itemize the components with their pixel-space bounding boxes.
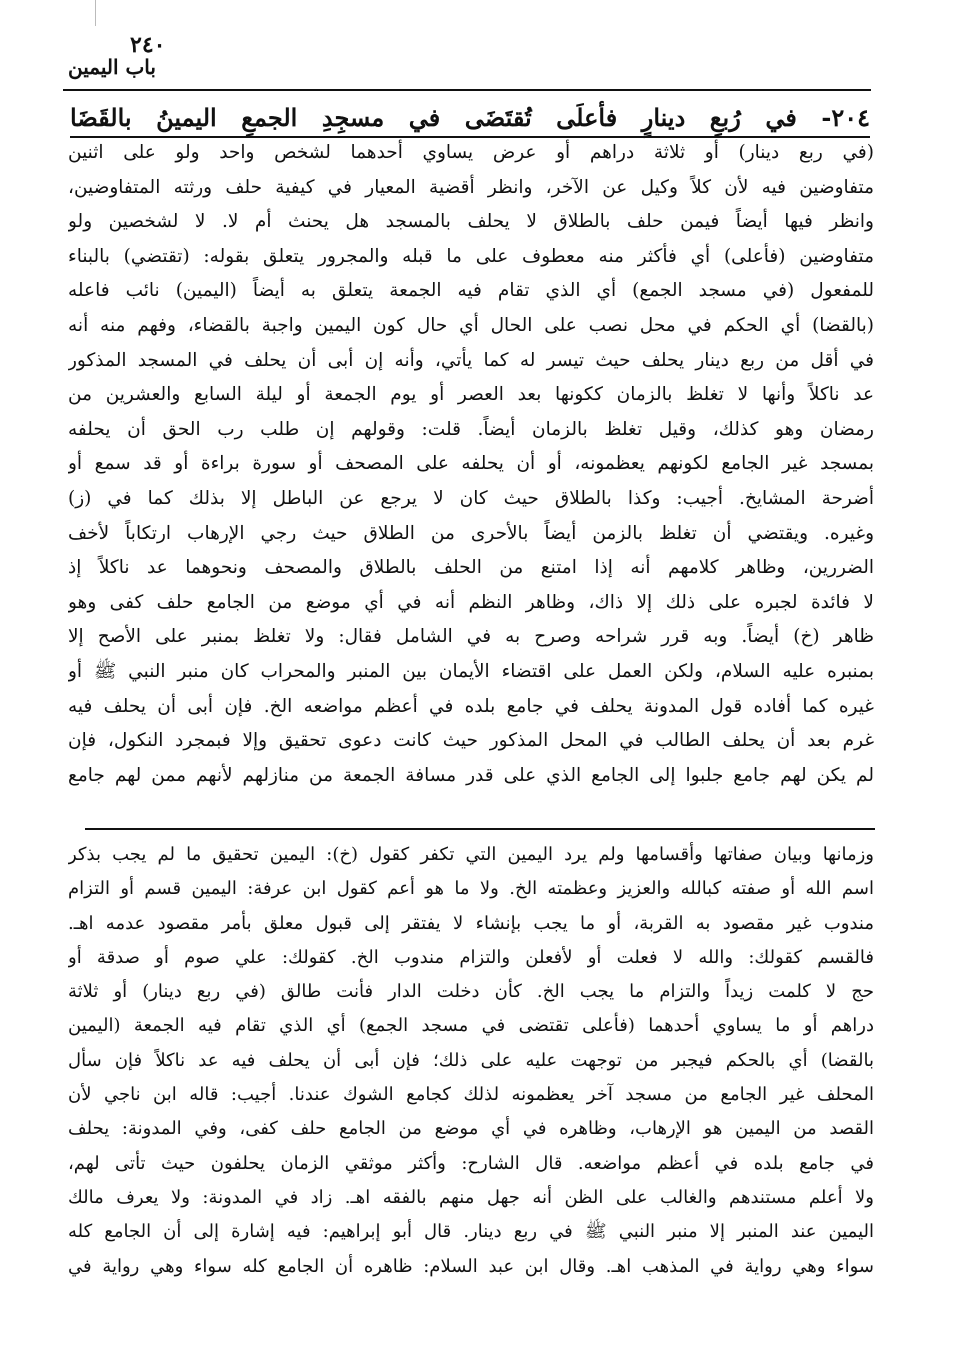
footnote-line: القصد من اليمين هو الإرهاب، وظاهره في أي موضع من الجامع حلف كفى، وفي المدونة: يحلف [68,1118,874,1140]
commentary-line: (في ربع دينار) أو ثلاثة دراهم أو عرض يساوي أحدهما لشخص واحد ولو على اثنين [68,142,874,163]
commentary-line: لا فائدة لجبره على ذلك إلا ذاك، وظاهر النظم أنه في أي موضع من الجامع حلف كفى وهو [68,591,874,613]
commentary-line: الضررين، وظاهر كلامهم أنه إذا امتنع من الحلف بالطلاق والمصحف ونحوهما عد ناكلاً إذ [68,557,874,579]
commentary-line: لم يكن لهم جامع جلبوا إلى الجامع الذي على قدر مسافة الجمعة من منازلهم لأنهم ممن لهم جامع [68,764,874,786]
commentary-line: رمضان وهو كذلك، وقيل تغلظ بالزمان أيضاً. قلت: وقولهم إن طلب رب الحق أن يحلفه [68,418,874,440]
chapter-title: باب اليمين [68,55,156,79]
commentary-line: غرم بعد أن يحلف الطالب في المحل المذكور حيث كانت دعوى تحقيق وإلا فبمجرد النكول، فإن [68,730,874,752]
footnote-line: مندوب غير مقصود به القربة، أو ما يجب بإنشاء لا يفتقر إلى قبول معلق بأمر مقصود عدمه اهـ. [68,912,874,934]
header-rule [63,89,871,91]
page-number: ٢٤٠ [130,32,166,58]
footnote-line: في جامع بلده في أعظم مواضعه. قال الشارح: وأكثر موثقي الزمان يحلفون حيث تأتى لهم، [68,1152,874,1174]
commentary-line: في أقل من ربع دينار يحلف حيث تيسر له كما يأتي، وأنه إن أبى أن يحلف في المسجد المذكور [68,349,874,371]
commentary-line: (بالقضا) أي الحكم في محل نصب على الحال أي حال كون اليمين واجبة بالقضاء، وفهم منه أنه [68,314,874,336]
commentary-line: للمفعول (في مسجد الجمع) أي الذي تقام فيه الجمعة يتعلق به أيضاً (اليمين) نائب فاعله [68,280,874,302]
footnote-line: اليمين عند المنبر إلا منبر النبي ﷺ في ربع دينار. قال أبو إبراهيم: فيه إشارة إلى أن الجامع كله [68,1221,874,1243]
commentary-line: بمنبره عليه السلام، ولكن العمل على اقتضاء الأيمان بين المنبر والمحراب كان منبر النبي ﷺ أو [68,660,874,682]
footnote-line: بالقضا) أي بالحكم فيجبر من توجهت عليه على ذلك؛ فإن أبى أن يحلف فيه عد ناكلاً فإن سأل [68,1049,874,1071]
commentary-text [68,136,874,793]
commentary-line: متفاوضين فيه لأن كلاً وكيل عن الآخر، وانظر أقضية المعيار في كيفية حلف ورثته المتفاوضين، [68,176,874,198]
footnote-text [68,838,874,1284]
commentary-line: وغيره. ويقتضي أن تغلظ بالزمن أيضاً بالأحرى من الطلاق حيث رجي الإرهاب ارتكاباً لأخف [68,522,874,544]
scan-margin-mark [95,0,96,26]
footnote-separator [85,828,875,830]
commentary-line: أضرحة المشايخ. أجيب: وكذا بالطلاق حيث كان لا يرجع عن الباطل إلا بذلك كما في (ز) [68,487,874,509]
commentary-line: بمسجد غير الجامع لكونهم يعظمونه، أو أن يحلفه على المصحف أو سورة براءة أو قد سمع أو [68,453,874,475]
footnote-line: دراهم أو ما يساوي أحدهما (فأعلى تقتضى في مسجد الجمع) أي الذي تقام فيه الجمعة (اليمين [68,1015,874,1037]
commentary-line: وانظر فيها أيضاً فيمن حلف بالطلاق لا يحلف بالمسجد هل يحنث أم لا. لا لشخصين ولو [68,211,874,233]
commentary-line: متفاوضين (فأعلى) أي فأكثر منه معطوف على ما قبله والمجرور يتعلق بقوله: (تقتضي) بالبناء [68,245,874,267]
poem-verse: ٢٠٤- في رُبعِ دينارٍ فأعلَى تُقتَضَى في مسجِدِ الجمعِ اليمينُ بالقَضَا [70,103,870,132]
footnote-line: حج لا كلمت زيداً والتزام ما يجب الخ. كأن دخلت الدار فأنت طالق (في ربع دينار) أو ثلاثة [68,981,874,1003]
commentary-line: عد ناكلاً وأنها لا تغلظ بالزمان ككونها بعد العصر أو يوم الجمعة أو ليلة السابع والعشرين من [68,384,874,406]
commentary-line: ظاهر (خ) أيضاً. وبه قرر شراحه وصرح به في الشامل فقال: ولا تغلظ بمنبر على الأصح إلا [68,626,874,648]
footnote-line: ولا أعلم مستندهم والغالب على الظن أنه جهل منهم بالفقه اهـ. زاد في المدونة: ولا يعرف مالك [68,1186,874,1208]
footnote-line: سواء وهي رواية في المذهب اهـ. وقال ابن عبد السلام: ظاهره أن الجامع كله سواء وهي رواية في [68,1255,874,1277]
commentary-line: غيره كما أفاده قول المدونة يحلف في جامع بلده في أعظم مواضعه الخ. فإن أبى أن يحلف فيه [68,695,874,717]
footnote-line: اسم الله أو صفته كبالله والعزيز وعظمته الخ. ولا ما هو أعم كقول ابن عرفة: اليمين قسم أو التزام [68,878,874,900]
footnote-line: المحلف غير الجامع من مسجد آخر يعظمونه لذلك كجامع الشوك عندنا. أجيب: قاله ابن ناجي لأن [68,1084,874,1106]
footnote-line: فالقسم كقولك: والله لا فعلت أو لأفعلن والتزام مندوب الخ. كقولك: علي صوم أو صدقة أو [68,946,874,968]
footnote-line: وزمانها وبيان صفاتها وأقسامها ولم يرد اليمين التي تكفر كقول (خ): اليمين تحقيق ما لم يجب بذكر [68,844,874,865]
